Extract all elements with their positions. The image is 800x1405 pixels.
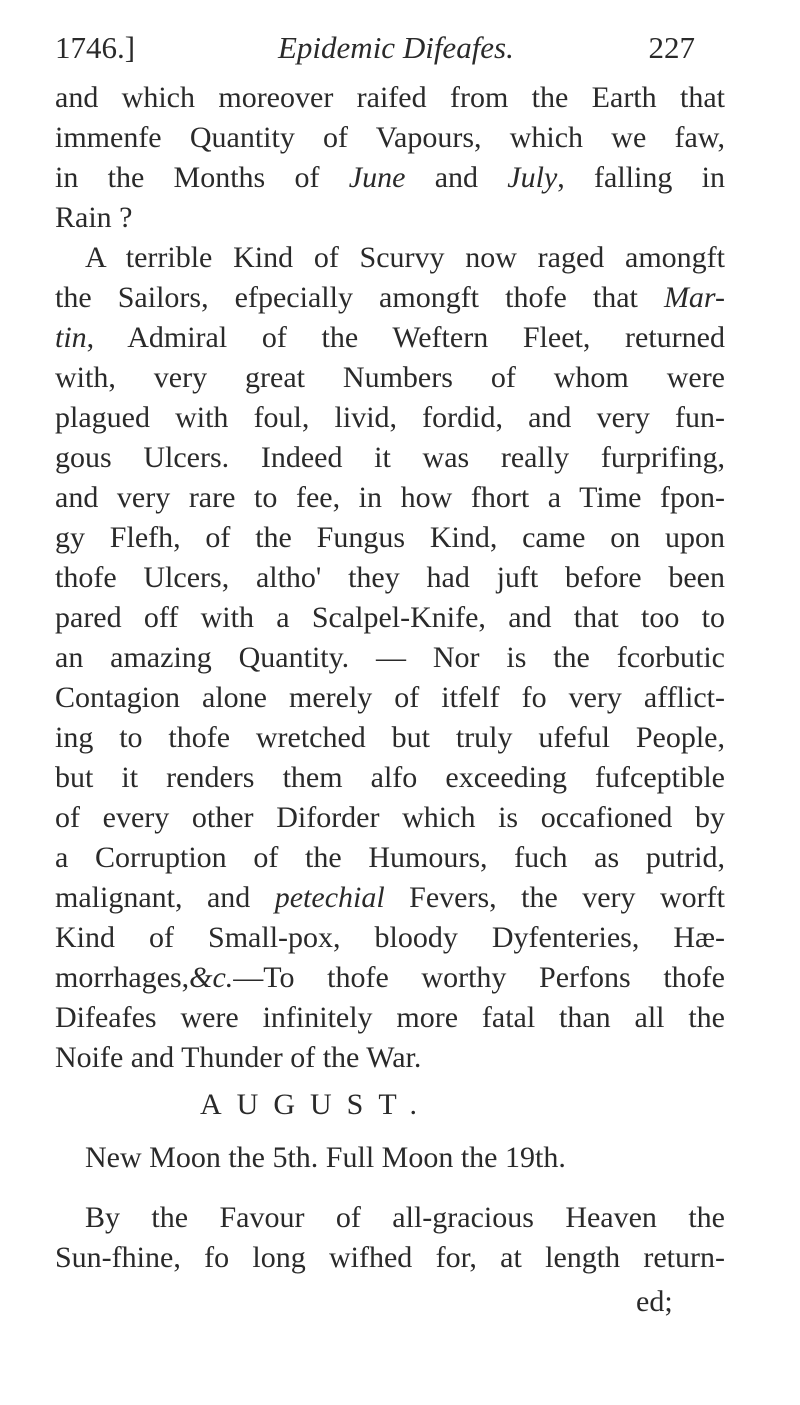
text-line: Kind of Small-pox, bloody Dyfenteries, Hæ- <box>55 921 725 954</box>
text-line: gous Ulcers. Indeed it was really furprifing, <box>55 441 725 474</box>
text-line: with, very great Numbers of whom were <box>55 361 725 394</box>
header-title: Epidemic Difeafes. <box>278 30 514 65</box>
text-line: a Corruption of the Humours, fuch as putrid, <box>55 841 725 874</box>
text-line: Rain ? <box>55 201 133 234</box>
text-line: Noife and Thunder of the War. <box>55 1041 422 1074</box>
text-line: the Sailors, efpecially amongft thofe that Mar- <box>55 281 725 314</box>
text-line: pared off with a Scalpel-Knife, and that too to <box>55 601 725 634</box>
text-line: and which moreover raifed from the Earth that <box>55 81 725 114</box>
text-line: Sun-fhine, fo long wifhed for, at length return- <box>55 1241 725 1274</box>
text-line: Contagion alone merely of itfelf fo very afflict- <box>55 681 725 714</box>
text-line: gy Flefh, of the Fungus Kind, came on upon <box>55 521 725 554</box>
text-line: A terrible Kind of Scurvy now raged amongft <box>85 241 725 274</box>
text-line: in the Months of June and July, falling in <box>55 161 725 194</box>
text-line: Difeafes were infinitely more fatal than all the <box>55 1001 725 1034</box>
text-line: of every other Diforder which is occafioned by <box>55 801 725 834</box>
page-number: 227 <box>648 30 695 65</box>
text-line: thofe Ulcers, altho' they had juft before been <box>55 561 725 594</box>
moon-phases: New Moon the 5th. Full Moon the 19th. <box>85 1141 566 1174</box>
header-year: 1746.] <box>55 30 136 65</box>
text-line: plagued with foul, livid, fordid, and very fun- <box>55 401 725 434</box>
catchword: ed; <box>636 1285 673 1318</box>
text-line: an amazing Quantity. — Nor is the fcorbutic <box>55 641 725 674</box>
text-line: morrhages,&c.—To thofe worthy Perfons thofe <box>55 961 725 994</box>
text-line: but it renders them alfo exceeding fufceptible <box>55 761 725 794</box>
month-heading: AUGUST. <box>200 1088 432 1121</box>
text-line: tin, Admiral of the Weftern Fleet, returned <box>55 321 725 354</box>
text-line: By the Favour of all-gracious Heaven the <box>85 1201 725 1234</box>
text-line: and very rare to fee, in how fhort a Time fpon- <box>55 481 725 514</box>
text-line: malignant, and petechial Fevers, the very worft <box>55 881 725 914</box>
text-line: immenfe Quantity of Vapours, which we faw, <box>55 121 725 154</box>
text-line: ing to thofe wretched but truly ufeful People, <box>55 721 725 754</box>
